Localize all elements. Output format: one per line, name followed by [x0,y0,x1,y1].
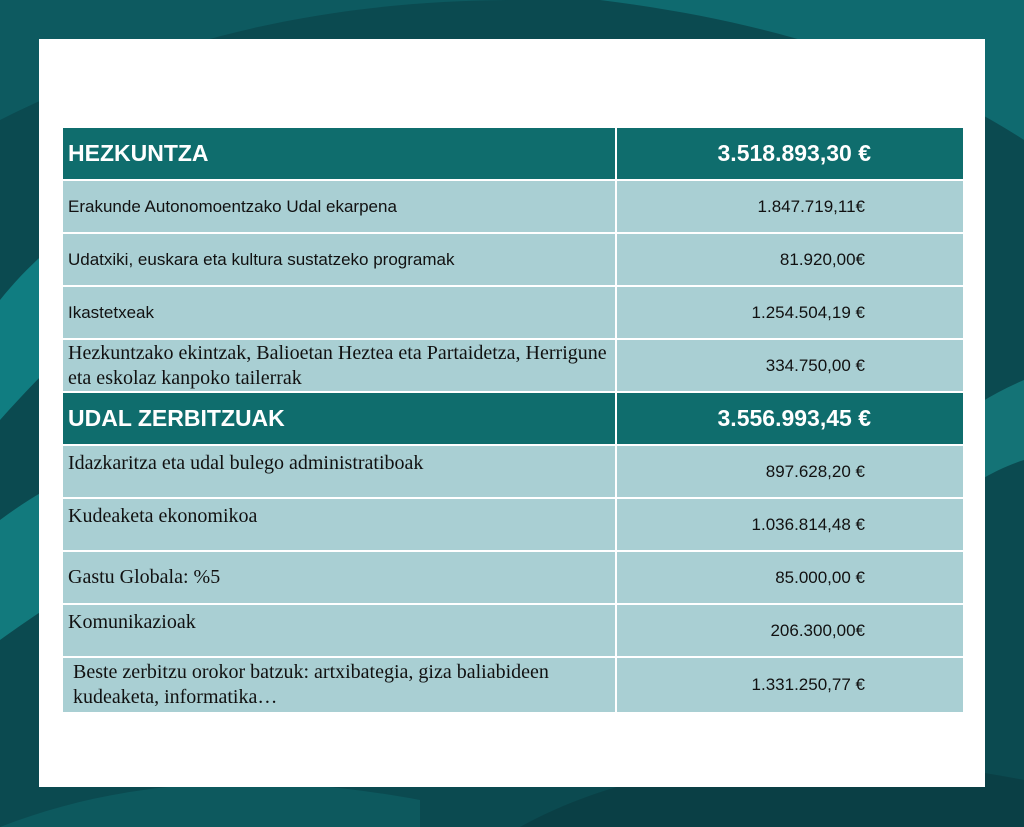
row-amount: 334.750,00 € [616,339,964,392]
row-label: Idazkaritza eta udal bulego administratiboak [62,445,616,498]
section-header-row [62,127,964,180]
row-label: Komunikazioak [62,604,616,657]
table-row [62,339,964,392]
table-row [62,604,964,657]
row-amount: 81.920,00€ [616,233,964,286]
row-label: Gastu Globala: %5 [62,551,616,604]
row-amount: 206.300,00€ [616,604,964,657]
row-amount: 1.036.814,48 € [616,498,964,551]
table-row [62,286,964,339]
row-label: Kudeaketa ekonomikoa [62,498,616,551]
row-amount: 1.847.719,11€ [616,180,964,233]
table-row [62,233,964,286]
row-label: Erakunde Autonomoentzako Udal ekarpena [62,180,616,233]
section-total: 3.518.893,30 € [616,127,964,180]
row-amount: 1.254.504,19 € [616,286,964,339]
table-row [62,445,964,498]
row-amount: 897.628,20 € [616,445,964,498]
section-title: HEZKUNTZA [62,127,616,180]
section-header-row [62,392,964,445]
table-row [62,180,964,233]
row-label: Hezkuntzako ekintzak, Balioetan Heztea eta Partaidetza, Herrigune eta eskolaz kanpoko tailerrak [62,339,616,392]
table-row [62,498,964,551]
row-label: Beste zerbitzu orokor batzuk: artxibategia, giza baliabideen kudeaketa, informatika… [62,657,616,713]
row-label: Ikastetxeak [62,286,616,339]
row-amount: 85.000,00 € [616,551,964,604]
section-total: 3.556.993,45 € [616,392,964,445]
row-label: Udatxiki, euskara eta kultura sustatzeko programak [62,233,616,286]
table-row [62,551,964,604]
budget-table [61,126,965,714]
table-row [62,657,964,713]
section-title: UDAL ZERBITZUAK [62,392,616,445]
row-amount: 1.331.250,77 € [616,657,964,713]
